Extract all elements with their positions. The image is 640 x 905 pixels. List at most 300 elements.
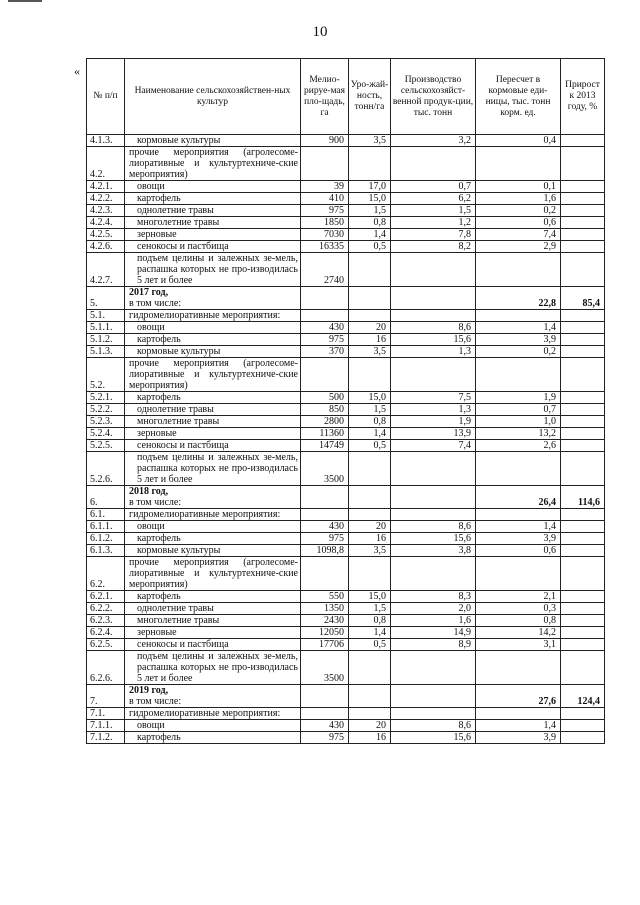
row-number: 5.1. — [87, 310, 125, 322]
cell-area: 430 — [301, 521, 349, 533]
header-area: Мелио-рируе-мая пло-щадь, га — [301, 59, 349, 135]
row-name: овощи — [125, 181, 301, 193]
cell-area: 430 — [301, 322, 349, 334]
row-name: картофель — [125, 334, 301, 346]
cell-yield: 0,8 — [349, 615, 391, 627]
cell-production: 1,5 — [391, 205, 476, 217]
row-name: овощи — [125, 720, 301, 732]
cell-yield: 16 — [349, 732, 391, 744]
cell-growth — [561, 509, 605, 521]
row-name: зерновые — [125, 627, 301, 639]
cell-growth — [561, 241, 605, 253]
cell-feed-units — [476, 147, 561, 181]
cell-growth — [561, 334, 605, 346]
row-name: прочие мероприятия (агролесоме-лиоративные и культуртехниче-ские мероприятия) — [125, 147, 301, 181]
cell-production: 0,7 — [391, 181, 476, 193]
cell-feed-units: 0,6 — [476, 545, 561, 557]
table-row — [87, 404, 605, 416]
row-number: 6.2.4. — [87, 627, 125, 639]
cell-feed-units: 27,6 — [476, 685, 561, 708]
cell-growth — [561, 521, 605, 533]
cell-yield: 0,5 — [349, 241, 391, 253]
cell-feed-units: 1,4 — [476, 720, 561, 732]
cell-area: 3500 — [301, 452, 349, 486]
table-row — [87, 241, 605, 253]
row-name: однолетние травы — [125, 603, 301, 615]
cell-feed-units — [476, 651, 561, 685]
table-body — [87, 135, 605, 744]
row-number: 5.2.3. — [87, 416, 125, 428]
cell-yield: 1,5 — [349, 603, 391, 615]
cell-production: 14,9 — [391, 627, 476, 639]
cell-area: 14749 — [301, 440, 349, 452]
cell-feed-units: 0,4 — [476, 135, 561, 147]
cell-area — [301, 310, 349, 322]
table-row — [87, 591, 605, 603]
table-header-row — [87, 59, 605, 135]
cell-production — [391, 509, 476, 521]
cell-production — [391, 287, 476, 310]
row-number: 4.2.6. — [87, 241, 125, 253]
row-name: картофель — [125, 392, 301, 404]
cell-growth — [561, 452, 605, 486]
cell-feed-units: 0,8 — [476, 615, 561, 627]
row-name — [125, 287, 301, 310]
cell-feed-units: 0,7 — [476, 404, 561, 416]
table-row — [87, 229, 605, 241]
cell-feed-units: 2,6 — [476, 440, 561, 452]
cell-production: 1,2 — [391, 217, 476, 229]
header-production: Производство сельскохозяйст-венной продук-ции, тыс. тонн — [391, 59, 476, 135]
cell-area: 2800 — [301, 416, 349, 428]
cell-production — [391, 147, 476, 181]
cell-production: 3,2 — [391, 135, 476, 147]
cell-growth — [561, 193, 605, 205]
including-label: в том числе: — [129, 696, 182, 707]
table-row — [87, 486, 605, 509]
cell-production — [391, 358, 476, 392]
cell-area: 410 — [301, 193, 349, 205]
table-row — [87, 392, 605, 404]
cell-yield: 1,5 — [349, 205, 391, 217]
row-name: подъем целины и залежных зе-мель, распашка которых не про-изводилась 5 лет и более — [125, 452, 301, 486]
cell-feed-units — [476, 358, 561, 392]
cell-feed-units: 0,6 — [476, 217, 561, 229]
table-row — [87, 428, 605, 440]
row-number: 7.1.2. — [87, 732, 125, 744]
cell-growth — [561, 205, 605, 217]
cell-feed-units — [476, 708, 561, 720]
row-name: картофель — [125, 193, 301, 205]
cell-growth — [561, 322, 605, 334]
cell-yield: 16 — [349, 334, 391, 346]
cell-yield — [349, 685, 391, 708]
cell-growth — [561, 428, 605, 440]
row-number: 4.2.7. — [87, 253, 125, 287]
cell-production — [391, 557, 476, 591]
cell-feed-units: 22,8 — [476, 287, 561, 310]
cell-yield — [349, 708, 391, 720]
cell-growth — [561, 545, 605, 557]
cell-area — [301, 486, 349, 509]
cell-production — [391, 708, 476, 720]
cell-growth — [561, 708, 605, 720]
row-name: однолетние травы — [125, 404, 301, 416]
cell-area — [301, 358, 349, 392]
cell-growth — [561, 591, 605, 603]
year-label: 2017 год, — [129, 287, 169, 298]
table-row — [87, 533, 605, 545]
cell-feed-units: 3,9 — [476, 533, 561, 545]
row-number: 6.2. — [87, 557, 125, 591]
row-number: 4.2.3. — [87, 205, 125, 217]
cell-yield: 20 — [349, 521, 391, 533]
row-number: 6.1.3. — [87, 545, 125, 557]
cell-feed-units: 1,6 — [476, 193, 561, 205]
row-name: зерновые — [125, 229, 301, 241]
cell-production: 7,4 — [391, 440, 476, 452]
cell-area: 17706 — [301, 639, 349, 651]
cell-growth — [561, 253, 605, 287]
cell-yield: 1,5 — [349, 404, 391, 416]
cell-yield — [349, 486, 391, 509]
cell-growth — [561, 557, 605, 591]
cell-feed-units: 3,9 — [476, 732, 561, 744]
cell-production: 13,9 — [391, 428, 476, 440]
cell-feed-units: 26,4 — [476, 486, 561, 509]
row-number: 6.2.3. — [87, 615, 125, 627]
cell-production: 8,3 — [391, 591, 476, 603]
cell-production: 1,3 — [391, 346, 476, 358]
cell-growth — [561, 720, 605, 732]
cell-growth: 85,4 — [561, 287, 605, 310]
cell-production — [391, 486, 476, 509]
cell-area: 975 — [301, 205, 349, 217]
cell-area: 1098,8 — [301, 545, 349, 557]
table-row — [87, 217, 605, 229]
table-row — [87, 452, 605, 486]
cell-production: 1,6 — [391, 615, 476, 627]
cell-feed-units: 1,4 — [476, 322, 561, 334]
cell-growth — [561, 639, 605, 651]
row-number: 6.2.1. — [87, 591, 125, 603]
cell-yield — [349, 358, 391, 392]
table-row — [87, 557, 605, 591]
row-number: 5.1.1. — [87, 322, 125, 334]
including-label: в том числе: — [129, 497, 182, 508]
cell-growth — [561, 346, 605, 358]
row-name: картофель — [125, 591, 301, 603]
page-number: 10 — [312, 24, 328, 40]
cell-growth: 114,6 — [561, 486, 605, 509]
cell-production: 8,2 — [391, 241, 476, 253]
open-quote: « — [74, 64, 80, 78]
cell-feed-units: 1,0 — [476, 416, 561, 428]
crop-table — [86, 58, 605, 744]
table-row — [87, 521, 605, 533]
row-name: гидромелиоративные мероприятия: — [125, 509, 301, 521]
row-name: сенокосы и пастбища — [125, 440, 301, 452]
cell-growth — [561, 181, 605, 193]
table-row — [87, 322, 605, 334]
cell-feed-units: 1,9 — [476, 392, 561, 404]
cell-feed-units: 2,9 — [476, 241, 561, 253]
cell-growth — [561, 358, 605, 392]
cell-yield — [349, 310, 391, 322]
cell-growth — [561, 603, 605, 615]
cell-yield: 20 — [349, 322, 391, 334]
cell-area: 975 — [301, 334, 349, 346]
cell-feed-units: 3,1 — [476, 639, 561, 651]
table-row — [87, 615, 605, 627]
cell-area — [301, 147, 349, 181]
cell-area: 2740 — [301, 253, 349, 287]
row-number: 6.1.1. — [87, 521, 125, 533]
table-row — [87, 732, 605, 744]
row-name: многолетние травы — [125, 416, 301, 428]
cell-area: 900 — [301, 135, 349, 147]
row-name: овощи — [125, 322, 301, 334]
cell-growth: 124,4 — [561, 685, 605, 708]
cell-growth — [561, 533, 605, 545]
cell-area: 1850 — [301, 217, 349, 229]
row-name: прочие мероприятия (агролесоме-лиоративные и культуртехниче-ские мероприятия) — [125, 358, 301, 392]
cell-area: 3500 — [301, 651, 349, 685]
cell-yield: 15,0 — [349, 591, 391, 603]
cell-area — [301, 509, 349, 521]
cell-area — [301, 557, 349, 591]
cell-growth — [561, 310, 605, 322]
cell-growth — [561, 416, 605, 428]
table-row — [87, 545, 605, 557]
row-number: 7.1.1. — [87, 720, 125, 732]
table-row — [87, 708, 605, 720]
cell-yield — [349, 509, 391, 521]
top-rule — [8, 0, 42, 2]
cell-area: 11360 — [301, 428, 349, 440]
table-row — [87, 685, 605, 708]
row-number: 4.2. — [87, 147, 125, 181]
table-row — [87, 603, 605, 615]
cell-yield: 0,8 — [349, 416, 391, 428]
row-number: 5.2.5. — [87, 440, 125, 452]
row-name: многолетние травы — [125, 217, 301, 229]
cell-production — [391, 452, 476, 486]
cell-area: 550 — [301, 591, 349, 603]
row-name: многолетние травы — [125, 615, 301, 627]
table-row — [87, 639, 605, 651]
table-row — [87, 416, 605, 428]
row-name: картофель — [125, 533, 301, 545]
cell-growth — [561, 392, 605, 404]
row-name — [125, 685, 301, 708]
row-name: подъем целины и залежных зе-мель, распашка которых не про-изводилась 5 лет и более — [125, 253, 301, 287]
row-number: 4.2.4. — [87, 217, 125, 229]
cell-area: 2430 — [301, 615, 349, 627]
cell-yield: 3,5 — [349, 545, 391, 557]
cell-feed-units — [476, 452, 561, 486]
cell-area: 16335 — [301, 241, 349, 253]
row-number: 4.1.3. — [87, 135, 125, 147]
row-number: 6.1. — [87, 509, 125, 521]
cell-feed-units: 14,2 — [476, 627, 561, 639]
row-number: 5.1.3. — [87, 346, 125, 358]
cell-yield — [349, 147, 391, 181]
cell-feed-units — [476, 509, 561, 521]
cell-yield: 20 — [349, 720, 391, 732]
row-number: 4.2.2. — [87, 193, 125, 205]
row-name: картофель — [125, 732, 301, 744]
table-row — [87, 720, 605, 732]
cell-production: 15,6 — [391, 732, 476, 744]
cell-production: 1,3 — [391, 404, 476, 416]
table-row — [87, 651, 605, 685]
cell-feed-units: 0,2 — [476, 346, 561, 358]
header-num: № п/п — [87, 59, 125, 135]
row-name: овощи — [125, 521, 301, 533]
table-row — [87, 346, 605, 358]
row-number: 6.2.6. — [87, 651, 125, 685]
cell-production: 2,0 — [391, 603, 476, 615]
row-number: 6.2.5. — [87, 639, 125, 651]
row-name: сенокосы и пастбища — [125, 241, 301, 253]
cell-feed-units: 0,1 — [476, 181, 561, 193]
table-row — [87, 627, 605, 639]
cell-feed-units: 0,2 — [476, 205, 561, 217]
cell-area — [301, 287, 349, 310]
row-number: 5.2.2. — [87, 404, 125, 416]
cell-yield: 16 — [349, 533, 391, 545]
cell-production — [391, 685, 476, 708]
cell-yield — [349, 557, 391, 591]
cell-production: 7,8 — [391, 229, 476, 241]
cell-production: 7,5 — [391, 392, 476, 404]
cell-area: 370 — [301, 346, 349, 358]
cell-area — [301, 685, 349, 708]
cell-area: 850 — [301, 404, 349, 416]
row-name — [125, 486, 301, 509]
cell-production — [391, 253, 476, 287]
cell-yield: 15,0 — [349, 193, 391, 205]
row-name: прочие мероприятия (агролесоме-лиоративные и культуртехниче-ские мероприятия) — [125, 557, 301, 591]
cell-feed-units: 13,2 — [476, 428, 561, 440]
cell-feed-units — [476, 310, 561, 322]
row-number: 5.2.1. — [87, 392, 125, 404]
header-name: Наименование сельскохозяйствен-ных культур — [125, 59, 301, 135]
cell-feed-units: 1,4 — [476, 521, 561, 533]
row-name: зерновые — [125, 428, 301, 440]
table-row — [87, 181, 605, 193]
row-number: 5.2.6. — [87, 452, 125, 486]
cell-yield: 0,5 — [349, 639, 391, 651]
including-label: в том числе: — [129, 298, 182, 309]
row-name: однолетние травы — [125, 205, 301, 217]
table-row — [87, 287, 605, 310]
cell-growth — [561, 615, 605, 627]
row-number: 5.2. — [87, 358, 125, 392]
cell-yield — [349, 253, 391, 287]
row-number: 4.2.5. — [87, 229, 125, 241]
table-row — [87, 334, 605, 346]
table-row — [87, 147, 605, 181]
cell-growth — [561, 627, 605, 639]
cell-area: 12050 — [301, 627, 349, 639]
cell-production: 3,8 — [391, 545, 476, 557]
cell-yield — [349, 287, 391, 310]
cell-yield: 17,0 — [349, 181, 391, 193]
cell-area: 975 — [301, 533, 349, 545]
cell-yield: 15,0 — [349, 392, 391, 404]
header-yield: Уро-жай-ность, тонн/га — [349, 59, 391, 135]
year-label: 2019 год, — [129, 685, 169, 696]
cell-area — [301, 708, 349, 720]
table-row — [87, 509, 605, 521]
header-feed-units: Пересчет в кормовые еди-ницы, тыс. тонн корм. ед. — [476, 59, 561, 135]
cell-feed-units: 2,1 — [476, 591, 561, 603]
row-number: 5. — [87, 287, 125, 310]
cell-feed-units: 3,9 — [476, 334, 561, 346]
year-label: 2018 год, — [129, 486, 169, 497]
row-name: сенокосы и пастбища — [125, 639, 301, 651]
table-row — [87, 440, 605, 452]
cell-production: 15,6 — [391, 533, 476, 545]
row-number: 7.1. — [87, 708, 125, 720]
cell-production: 8,6 — [391, 322, 476, 334]
cell-feed-units: 7,4 — [476, 229, 561, 241]
row-number: 5.1.2. — [87, 334, 125, 346]
cell-yield — [349, 452, 391, 486]
cell-growth — [561, 229, 605, 241]
cell-growth — [561, 135, 605, 147]
cell-production: 6,2 — [391, 193, 476, 205]
cell-yield: 1,4 — [349, 627, 391, 639]
cell-yield: 1,4 — [349, 428, 391, 440]
row-number: 4.2.1. — [87, 181, 125, 193]
cell-area: 975 — [301, 732, 349, 744]
header-growth: Прирост к 2013 году, % — [561, 59, 605, 135]
row-name: гидромелиоративные мероприятия: — [125, 310, 301, 322]
row-number: 7. — [87, 685, 125, 708]
table-row — [87, 135, 605, 147]
cell-production — [391, 310, 476, 322]
cell-area: 39 — [301, 181, 349, 193]
row-number: 5.2.4. — [87, 428, 125, 440]
cell-production — [391, 651, 476, 685]
table-row — [87, 205, 605, 217]
cell-growth — [561, 651, 605, 685]
row-number: 6.1.2. — [87, 533, 125, 545]
row-number: 6. — [87, 486, 125, 509]
cell-feed-units — [476, 557, 561, 591]
table-row — [87, 358, 605, 392]
cell-growth — [561, 440, 605, 452]
row-name: кормовые культуры — [125, 346, 301, 358]
cell-yield: 3,5 — [349, 135, 391, 147]
cell-area: 7030 — [301, 229, 349, 241]
cell-area: 430 — [301, 720, 349, 732]
cell-yield: 1,4 — [349, 229, 391, 241]
table-row — [87, 310, 605, 322]
row-name: подъем целины и залежных зе-мель, распашка которых не про-изводилась 5 лет и более — [125, 651, 301, 685]
row-name: гидромелиоративные мероприятия: — [125, 708, 301, 720]
cell-area: 500 — [301, 392, 349, 404]
cell-production: 8,6 — [391, 720, 476, 732]
cell-yield: 3,5 — [349, 346, 391, 358]
cell-production: 15,6 — [391, 334, 476, 346]
row-name: кормовые культуры — [125, 545, 301, 557]
cell-feed-units — [476, 253, 561, 287]
cell-yield — [349, 651, 391, 685]
